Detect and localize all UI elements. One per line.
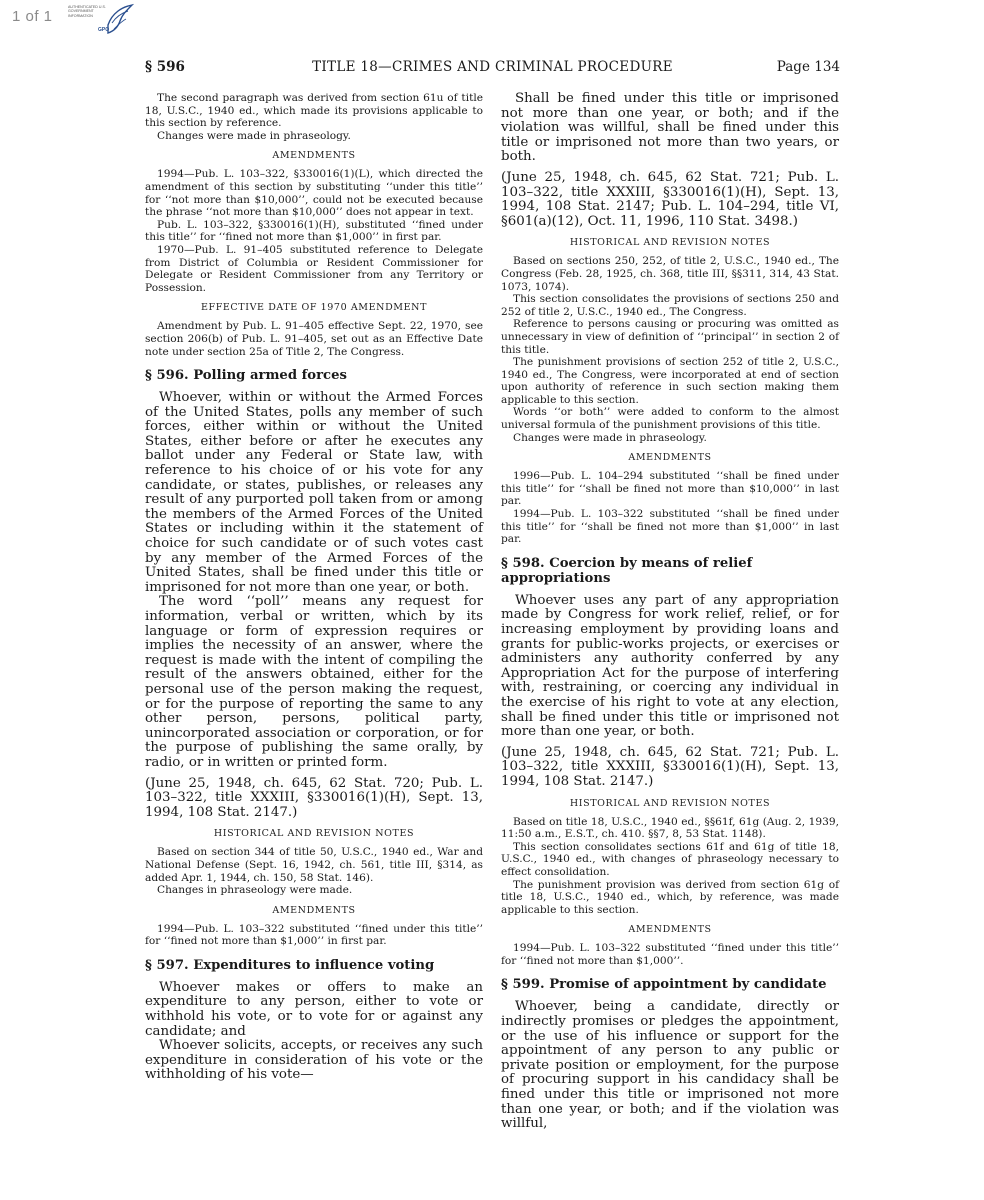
note-paragraph: Changes were made in phraseology. xyxy=(157,129,351,142)
note-paragraph: The second paragraph was derived from section 61u of title 18, U.S.C., 1940 ed., which made its provisions applicable to this section by reference. xyxy=(145,92,483,130)
header-page-number: Page 134 xyxy=(776,59,840,75)
page-indicator: 1 of 1 xyxy=(12,8,53,25)
amendment-note: 1994—Pub. L. 103–322, §330016(1)(L), which directed the amendment of this section by substituting ‘‘under this title’’ for ‘‘not more than $10,000’’, could not be executed because the phrase ‘‘not more than $10,000’’ does not appear in text. xyxy=(145,168,483,219)
historical-note: Words ‘‘or both’’ were added to conform to the almost universal formula of the punishment provisions of this title. xyxy=(501,406,839,432)
historical-note: Based on section 344 of title 50, U.S.C., 1940 ed., War and National Defense (Sept. 16, 1942, ch. 561, title III, §314, as added Apr. 1, 1944, ch. 150, 58 Stat. 146). xyxy=(145,846,483,884)
section-598-heading: § 598. Coercion by means of relief appropriations xyxy=(501,555,753,586)
section-597-text: Whoever makes or offers to make an expenditure to any person, either to vote or withhold his vote, or to vote for or against any candidate; and xyxy=(145,979,483,1039)
section-597-text: Whoever solicits, accepts, or receives any such expenditure in consideration of his vote or the withholding of his vote— xyxy=(145,1038,483,1083)
section-596-heading: § 596. Polling armed forces xyxy=(145,368,347,384)
historical-note: This section consolidates the provisions of sections 250 and 252 of title 2, U.S.C., 1940 ed., The Congress. xyxy=(501,293,839,318)
historical-note: The punishment provisions of section 252 of title 2, U.S.C., 1940 ed., The Congress, were incorporated at end of section upon authority of reference in such section making them applicable to this section. xyxy=(501,356,839,406)
header-section: § 596 xyxy=(145,59,185,75)
gpo-authenticated-logo xyxy=(68,3,134,37)
right-column xyxy=(501,92,839,1132)
historical-notes-heading: HISTORICAL AND REVISION NOTES xyxy=(213,828,415,840)
amendments-heading: AMENDMENTS xyxy=(628,452,712,464)
logo-gpo-text: GPO xyxy=(98,27,110,33)
header-title: TITLE 18—CRIMES AND CRIMINAL PROCEDURE xyxy=(312,59,673,75)
amendments-heading: AMENDMENTS xyxy=(628,924,712,936)
historical-note: Changes were made in phraseology. xyxy=(513,431,707,444)
viewer-toolbar xyxy=(0,0,984,40)
historical-note: Changes in phraseology were made. xyxy=(157,884,353,897)
section-597-heading: § 597. Expenditures to influence voting xyxy=(145,957,435,973)
section-596-citation: (June 25, 1948, ch. 645, 62 Stat. 720; Pub. L. 103–322, title XXXIII, §330016(1)(H), Sept. 13, 1994, 108 Stat. 2147.) xyxy=(145,775,483,820)
section-597-citation: (June 25, 1948, ch. 645, 62 Stat. 721; Pub. L. 103–322, title XXXIII, §330016(1)(H), Sept. 13, 1994, 108 Stat. 2147; Pub. L. 104–294, title VI, §601(a)(12), Oct. 11, 1996, 110 Stat. 3498.) xyxy=(501,169,839,229)
historical-note: Based on title 18, U.S.C., 1940 ed., §§61f, 61g (Aug. 2, 1939, 11:50 a.m., E.S.T., ch. 410. §§7, 8, 53 Stat. 1148). xyxy=(501,815,839,841)
effective-date-note: Amendment by Pub. L. 91–405 effective Sept. 22, 1970, see section 206(b) of Pub. L. 91–405, set out as an Effective Date note under section 25a of Title 2, The Congress. xyxy=(145,320,483,358)
amendment-note: 1994—Pub. L. 103–322 substituted ‘‘fined under this title’’ for ‘‘fined not more than $1,000’’ in first par. xyxy=(145,922,483,948)
amendments-heading: AMENDMENTS xyxy=(272,150,356,162)
amendment-note: Pub. L. 103–322, §330016(1)(H), substituted ‘‘fined under this title’’ for ‘‘fined not more than $1,000’’ in first par. xyxy=(145,218,483,244)
section-598-citation: (June 25, 1948, ch. 645, 62 Stat. 721; Pub. L. 103–322, title XXXIII, §330016(1)(H), Sept. 13, 1994, 108 Stat. 2147.) xyxy=(501,744,839,789)
historical-notes-heading: HISTORICAL AND REVISION NOTES xyxy=(569,797,771,809)
historical-note: Reference to persons causing or procuring was omitted as unnecessary in view of definition of ‘‘principal’’ in section 2 of this title. xyxy=(501,318,839,356)
section-599-heading: § 599. Promise of appointment by candidate xyxy=(501,977,827,993)
section-596-text: The word ‘‘poll’’ means any request for information, verbal or written, which by its language or form of expression requires or implies the necessity of an answer, where the request is made with the intent of compiling the result of the answers obtained, either for the personal use of the person making the request, or for the purpose of reporting the same to any other person, persons, political party, unincorporated association or corporation, or for the purpose of publishing the same orally, by radio, or in written or printed form. xyxy=(145,594,483,770)
historical-note: This section consolidates sections 61f and 61g of title 18, U.S.C., 1940 ed., with changes of phraseology necessary to effect consolidation. xyxy=(501,840,839,878)
section-599-text: Whoever, being a candidate, directly or indirectly promises or pledges the appointment, or the use of his influence or support for the appointment of any person to any public or private position or employment, for the purpose of procuring support in his candidacy shall be fined under this title or imprisoned not more than one year, or both; and if the violation was willful, xyxy=(501,999,839,1132)
amendments-heading: AMENDMENTS xyxy=(272,904,356,916)
historical-notes-heading: HISTORICAL AND REVISION NOTES xyxy=(569,237,771,249)
amendment-note: 1994—Pub. L. 103–322 substituted ‘‘fined under this title’’ for ‘‘fined not more than $1,000’’. xyxy=(501,942,839,967)
effective-date-heading: EFFECTIVE DATE OF 1970 AMENDMENT xyxy=(200,302,428,314)
section-597-text: Shall be fined under this title or imprisoned not more than one year, or both; and if the violation was willful, shall be fined under this title or imprisoned not more than two years, or both. xyxy=(501,91,839,165)
logo-caption: AUTHENTICATED U.S. GOVERNMENT INFORMATION xyxy=(68,5,106,18)
amendment-note: 1996—Pub. L. 104–294 substituted ‘‘shall be fined under this title’’ for ‘‘shall be fined not more than $10,000’’ in last par. xyxy=(501,470,839,508)
section-598-text: Whoever uses any part of any appropriation made by Congress for work relief, relief, or for increasing employment by providing loans and grants for public-works projects, or exercises or administers any authority conferred by any Appropriation Act for the purpose of interfering with, restraining, or coercing any individual in the exercise of his right to vote at any election, shall be fined under this title or imprisoned not more than one year, or both. xyxy=(501,592,839,740)
left-column xyxy=(145,92,483,1083)
amendment-note: 1970—Pub. L. 91–405 substituted reference to Delegate from District of Columbia or Resident Commissioner for Delegate or Resident Commissioner from any Territory or Possession. xyxy=(145,243,483,294)
historical-note: The punishment provision was derived from section 61g of title 18, U.S.C., 1940 ed., which, by reference, was made applicable to this section. xyxy=(501,878,839,916)
section-596-text: Whoever, within or without the Armed Forces of the United States, polls any member of such forces, either within or without the United States, either before or after he executes any ballot under any Federal or State law, with reference to his choice of or his vote for any candidate, or states, publishes, or releases any result of any purported poll taken from or among the members of the Armed Forces of the United States or including within it the statement of choice for such candidate or of such votes cast by any member of the Armed Forces of the United States, shall be fined under this title or imprisoned for not more than one year, or both. xyxy=(145,390,483,595)
running-header xyxy=(145,59,840,79)
historical-note: Based on sections 250, 252, of title 2, U.S.C., 1940 ed., The Congress (Feb. 28, 1925, ch. 368, title III, §§311, 314, 43 Stat. 1073, 1074). xyxy=(501,255,839,293)
amendment-note: 1994—Pub. L. 103–322 substituted ‘‘shall be fined under this title’’ for ‘‘shall be fined not more than $1,000’’ in last par. xyxy=(501,508,839,546)
